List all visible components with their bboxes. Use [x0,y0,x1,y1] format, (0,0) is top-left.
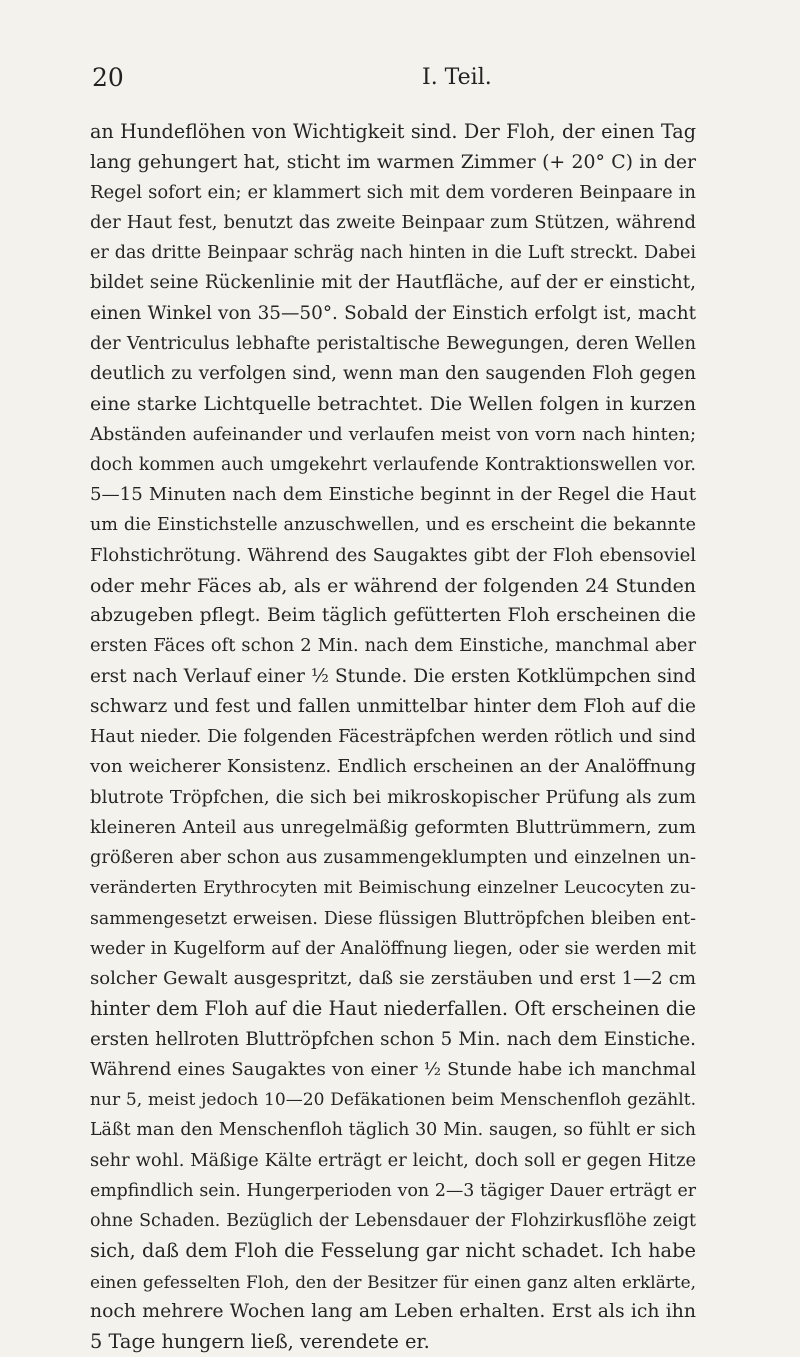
text-line: deutlich zu verfolgen sind, wenn man den saugenden Floh gegen [90,363,696,384]
text-line: weder in Kugelform auf der Analöffnung liegen, oder sie werden mit [90,938,696,959]
text-line: lang gehungert hat, sticht im warmen Zimmer (+ 20° C) in der [90,151,696,174]
text-line: ohne Schaden. Bezüglich der Lebensdauer der Flohzirkusflöhe zeigt [90,1211,696,1231]
text-line: einen gefesselten Floh, den der Besitzer für einen ganz alten erklärte, [90,1271,696,1292]
text-line: ersten hellroten Bluttröpfchen schon 5 Min. nach dem Einstiche. [90,1028,696,1050]
text-line: Haut nieder. Die folgenden Fäcesträpfchen werden rötlich und sind [90,727,696,747]
text-line: der Ventriculus lebhafte peristaltische Bewegungen, deren Wellen [90,332,696,354]
text-line: schwarz und fest und fallen unmittelbar hinter dem Floh auf die [90,695,696,717]
text-line: der Haut fest, benutzt das zweite Beinpaar zum Stützen, während [90,211,696,233]
text-line: hinter dem Floh auf die Haut niederfallen. Oft erscheinen die [90,997,696,1021]
text-line: einen Winkel von 35—50°. Sobald der Einstich erfolgt ist, macht [90,302,696,324]
text-line: eine starke Lichtquelle betrachtet. Die Wellen folgen in kurzen [90,393,696,416]
text-line: ersten Fäces oft schon 2 Min. nach dem Einstiche, manchmal aber [90,635,696,657]
text-line-last: 5 Tage hungern ließ, verendete er. [90,1330,430,1353]
text-line: Läßt man den Menschenfloh täglich 30 Min. saugen, so fühlt er sich [90,1120,696,1141]
text-line: Abständen aufeinander und verlaufen meist von vorn nach hinten; [90,423,696,445]
page-number: 20 [92,63,124,92]
text-line: an Hundeflöhen von Wichtigkeit sind. Der Floh, der einen Tag [90,120,696,143]
text-line: nur 5, meist jedoch 10—20 Defäkationen beim Menschenfloh gezählt. [90,1090,696,1110]
text-line: um die Einstichstelle anzuschwellen, und es erscheint die bekannte [90,515,696,536]
text-line: 5—15 Minuten nach dem Einstiche beginnt in der Regel die Haut [90,484,696,505]
text-line: veränderten Erythrocyten mit Beimischung einzelner Leucocyten zu- [90,878,696,899]
text-line: doch kommen auch umgekehrt verlaufende Kontraktionswellen vor. [90,454,696,475]
section-title: I. Teil. [422,65,492,90]
text-line: er das dritte Beinpaar schräg nach hinten in die Luft streckt. Dabei [90,243,696,263]
text-line: erst nach Verlauf einer ½ Stunde. Die ersten Kotklümpchen sind [90,665,696,687]
text-line: blutrote Tröpfchen, die sich bei mikroskopischer Prüfung als zum [90,786,696,808]
text-line: kleineren Anteil aus unregelmäßig geformten Bluttrümmern, zum [90,816,696,838]
text-line: sammengesetzt erweisen. Diese flüssigen Bluttröpfchen bleiben ent- [90,908,696,929]
text-line: Flohstichrötung. Während des Saugaktes gibt der Floh ebensoviel [90,544,696,566]
running-head [92,60,690,96]
text-line: bildet seine Rückenlinie mit der Hautfläche, auf der er einsticht, [90,272,696,294]
text-line: Während eines Saugaktes von einer ½ Stunde habe ich manchmal [90,1058,696,1080]
text-line: sich, daß dem Floh die Fesselung gar nicht schadet. Ich habe [90,1239,696,1263]
text-line: Regel sofort ein; er klammert sich mit dem vorderen Beinpaare in [90,181,696,203]
text-line: empfindlich sein. Hungerperioden von 2—3 tägiger Dauer erträgt er [90,1180,696,1201]
text-line: noch mehrere Wochen lang am Leben erhalten. Erst als ich ihn [90,1300,696,1322]
text-line: sehr wohl. Mäßige Kälte erträgt er leicht, doch soll er gegen Hitze [90,1149,696,1171]
text-line: oder mehr Fäces ab, als er während der folgenden 24 Stunden [90,574,696,597]
text-line: abzugeben pflegt. Beim täglich gefütterten Floh erscheinen die [90,605,696,626]
text-line: solcher Gewalt ausgespritzt, daß sie zerstäuben und erst 1—2 cm [90,968,696,989]
text-line: größeren aber schon aus zusammengeklumpten und einzelnen un- [90,847,696,868]
text-line: von weicherer Konsistenz. Endlich erscheinen an der Analöffnung [90,756,696,778]
body-text [90,117,696,1357]
